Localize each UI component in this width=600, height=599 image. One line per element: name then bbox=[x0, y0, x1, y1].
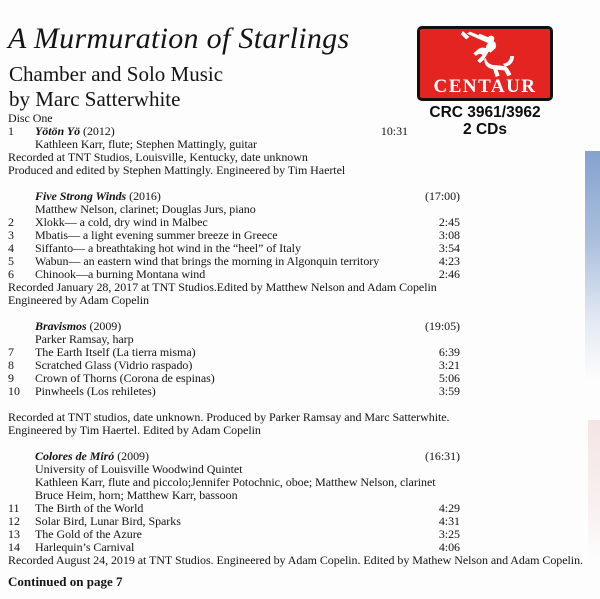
work-title: Yötön Yö bbox=[35, 124, 81, 138]
catalog-number: CRC 3961/3962 bbox=[429, 104, 541, 121]
byline: by Marc Satterwhite bbox=[9, 87, 181, 111]
personnel-line: University of Louisville Woodwind Quintet bbox=[35, 462, 243, 476]
track-number: 13 bbox=[8, 527, 20, 541]
track-number: 12 bbox=[8, 514, 20, 528]
work-duration: (19:05) bbox=[425, 319, 460, 333]
track-number: 4 bbox=[8, 241, 14, 255]
disc-label: Disc One bbox=[8, 111, 53, 125]
brand-name: CENTAUR bbox=[433, 76, 537, 97]
work-title: Bravismos bbox=[35, 319, 87, 333]
track-number: 2 bbox=[8, 215, 14, 229]
track-time: 4:06 bbox=[438, 540, 460, 554]
credit-line: Recorded August 24, 2019 at TNT Studios. Engineered by Adam Copelin. Edited by Mathew Nelson and Adam Copelin. bbox=[8, 553, 583, 567]
subtitle: Chamber and Solo Music bbox=[9, 62, 224, 86]
track-title: Solar Bird, Lunar Bird, Sparks bbox=[35, 514, 181, 528]
work-year: (2009) bbox=[117, 449, 149, 463]
personnel-line: Matthew Nelson, clarinet; Douglas Jurs, piano bbox=[35, 202, 256, 216]
track-time: 4:29 bbox=[438, 501, 460, 515]
track-title: Mbatis— a light evening summer breeze in Greece bbox=[35, 228, 278, 242]
track-number: 8 bbox=[8, 358, 14, 372]
page-title: A Murmuration of Starlings bbox=[8, 22, 350, 55]
credit-line: Recorded at TNT Studios, Louisville, Kentucky, date unknown bbox=[8, 150, 308, 164]
track-time: 6:39 bbox=[438, 345, 460, 359]
track-time: 3:59 bbox=[438, 384, 460, 398]
disc-count: 2 CDs bbox=[463, 121, 507, 138]
work-duration: (16:31) bbox=[425, 449, 460, 463]
track-time: 3:54 bbox=[438, 241, 460, 255]
track-title: Siffanto— a breathtaking hot wind in the “heel” of Italy bbox=[35, 241, 301, 255]
track-title: The Birth of the World bbox=[35, 501, 144, 515]
track-number: 14 bbox=[8, 540, 20, 554]
track-number: 1 bbox=[8, 124, 14, 138]
credit-line: Produced and edited by Stephen Mattingly. Engineered by Tim Haertel bbox=[8, 163, 346, 177]
track-number: 7 bbox=[8, 345, 14, 359]
footer-note: Continued on page 7 bbox=[8, 574, 123, 589]
work-title: Five Strong Winds bbox=[35, 189, 127, 203]
work-year: (2009) bbox=[89, 319, 122, 333]
credit-line: Engineered by Adam Copelin bbox=[8, 293, 150, 307]
work-duration: 10:31 bbox=[380, 124, 408, 138]
credit-line: Recorded at TNT studios, date unknown. Produced by Parker Ramsay and Marc Satterwhite. bbox=[8, 410, 450, 424]
track-time: 3:08 bbox=[438, 228, 460, 242]
work-year: (2016) bbox=[129, 189, 161, 203]
track-title: Pinwheels (Los rehiletes) bbox=[35, 384, 156, 398]
personnel-line: Kathleen Karr, flute; Stephen Mattingly, guitar bbox=[35, 137, 257, 151]
tracklist bbox=[8, 112, 592, 567]
track-time: 4:23 bbox=[438, 254, 460, 268]
track-time: 2:45 bbox=[438, 215, 460, 229]
track-number: 3 bbox=[8, 228, 14, 242]
track-row bbox=[8, 385, 592, 398]
track-time: 4:31 bbox=[438, 514, 460, 528]
work-title: Colores de Miró bbox=[35, 449, 115, 463]
track-title: Crown of Thorns (Corona de espinas) bbox=[35, 371, 215, 385]
track-title: Scratched Glass (Vidrio raspado) bbox=[35, 358, 193, 372]
personnel-line: Parker Ramsay, harp bbox=[35, 332, 134, 346]
work-duration: (17:00) bbox=[425, 189, 460, 203]
track-number: 10 bbox=[8, 384, 20, 398]
track-title: Chinook—a burning Montana wind bbox=[35, 267, 206, 281]
track-time: 5:06 bbox=[438, 371, 460, 385]
track-number: 6 bbox=[8, 267, 14, 281]
track-time: 3:25 bbox=[438, 527, 460, 541]
work-year: (2012) bbox=[83, 124, 115, 138]
track-number: 5 bbox=[8, 254, 14, 268]
centaur-logo bbox=[417, 26, 553, 101]
track-title: The Earth Itself (La tierra misma) bbox=[35, 345, 196, 359]
track-title: Xlokk— a cold, dry wind in Malbec bbox=[35, 215, 208, 229]
track-time: 3:21 bbox=[438, 358, 460, 372]
track-title: The Gold of the Azure bbox=[35, 527, 142, 541]
personnel-line: Bruce Heim, horn; Matthew Karr, bassoon bbox=[35, 488, 238, 502]
credit-line: Recorded January 28, 2017 at TNT Studios.Edited by Matthew Nelson and Adam Copelin bbox=[8, 280, 437, 294]
personnel-line: Kathleen Karr, flute and piccolo;Jennifer Potochnic, oboe; Matthew Nelson, clarinet bbox=[35, 475, 436, 489]
credit-line: Engineered by Tim Haertel. Edited by Adam Copelin bbox=[8, 423, 261, 437]
track-title: Harlequin’s Carnival bbox=[35, 540, 135, 554]
track-number: 9 bbox=[8, 371, 14, 385]
track-number: 11 bbox=[8, 501, 20, 515]
track-title: Wabun— an eastern wind that brings the morning in Algonquin territory bbox=[35, 254, 380, 268]
track-time: 2:46 bbox=[438, 267, 460, 281]
